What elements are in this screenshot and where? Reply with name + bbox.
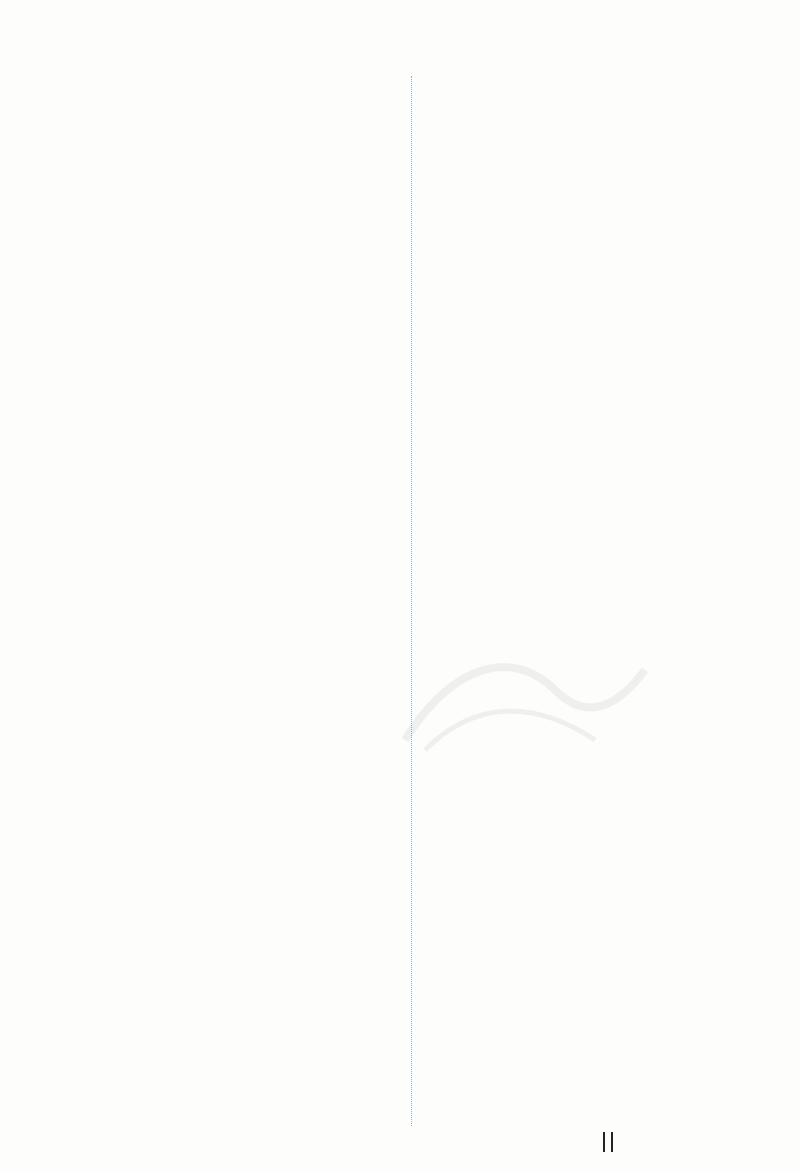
column-divider [411, 76, 412, 1126]
page-number [603, 1132, 613, 1152]
page-footer [600, 1132, 613, 1158]
watermark-logo [395, 640, 655, 760]
